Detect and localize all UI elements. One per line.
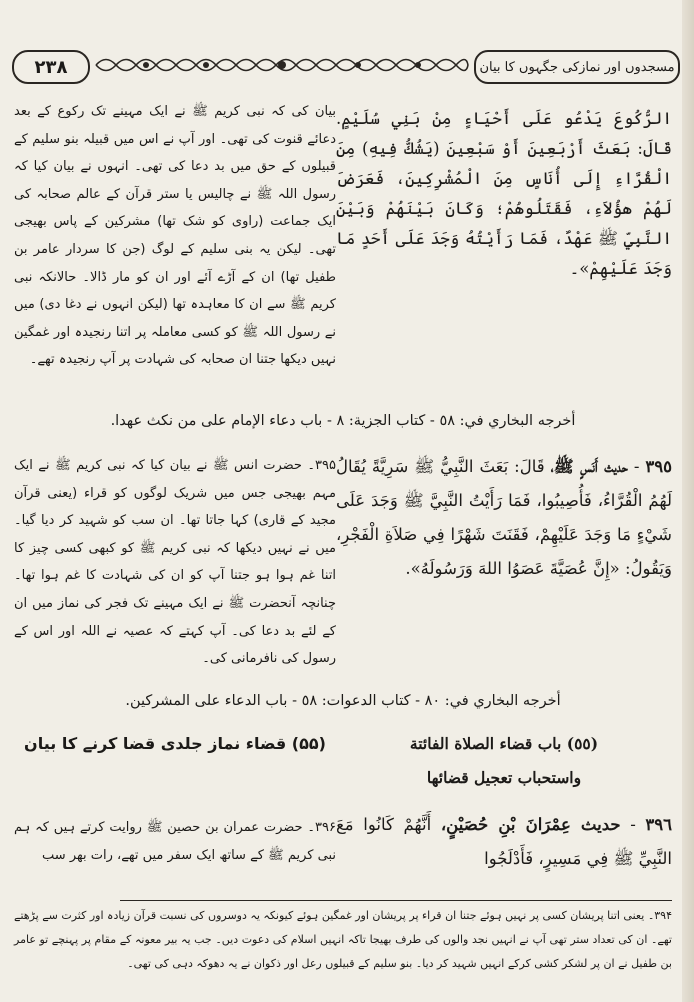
footnote-divider [120, 900, 672, 901]
footnote-number: ۳۹۴۔ [647, 909, 672, 922]
hadith-396-urdu [14, 814, 336, 869]
hadith-text-urdu: حضرت عمران بن حصین ﷺ روایت کرتے ہیں کہ ہم نبی کریم ﷺ کے ساتھ ایک سفر میں تھے، رات بھر سب [14, 820, 336, 863]
chapter-55-arabic-title: (٥٥) باب قضاء الصلاة الفائتة [409, 734, 599, 753]
hadith-394-urdu: بیان کی کہ نبی کریم ﷺ نے ایک مہینے تک رکوع کے بعد دعائے قنوت کی تھی۔ اور آپ نے اس میں قبیلہ بنو سلیم کے قبیلوں کے حق میں بد دعا کی تھی۔ انہوں نے بیان کیا کہ رسول اللہ ﷺ نے چالیس یا ستر قرآن کے عالم صحابہ کی ایک جماعت (راوی کو شک تھا) مشرکین کے پاس بھیجی تھی۔ لیکن یہ بنی سلیم کے لوگ (جن کا سردار عامر بن طفیل تھا) ان کے آڑے آئے اور ان کو مار ڈالا۔ حالانکہ نبی کریم ﷺ سے ان کا معاہدہ تھا (لیکن انہوں نے دغا دی) میں نے رسول اللہ ﷺ کو کسی معاملہ پر اتنا رنجیدہ اور غمگین نہیں دیکھا جتنا ان صحابہ کی شہادت پر آپ رنجیدہ تھے۔ [14, 104, 336, 368]
chapter-55-arabic-subtitle: واستحباب تعجيل قضائها [426, 768, 582, 787]
hadith-lead: حديث أَنَسٍ ﷺ، [550, 457, 628, 476]
hadith-394-arabic: الرُّكُوعَ يَدْعُو عَلَى أَحْيَاءٍ مِنْ بَنِي سُلَيْمٍ. قَالَ: بَعَثَ أَرْبَعِينَ أَوْ سَبْعِينَ (يَشُكُّ فِيهِ) مِنَ الْقُرَّاءِ إِلَى أُنَاسٍ مِنَ الْمُشْرِكِينَ، فَعَرَضَ لَهُمْ هؤُلاَءِ، فَقَتَلُوهُمْ؛ وَكَانَ بَيْنَهُمْ وَبَيْنَ النَّبِيِّ ﷺ عَهْدٌ، فَمَا رَأَيْتُهُ وَجَدَ عَلَى أَحَدٍ مَا وَجَدَ عَلَيْهِمْ»۔ [336, 109, 672, 278]
ornament-border [94, 52, 470, 78]
reference-394: أخرجه البخاري في: ٥٨ - كتاب الجزية: ٨ - باب دعاء الإمام على من نكث عهدا. [110, 413, 576, 429]
chapter-55-urdu-title: (۵۵) قضاء نماز جلدی قضا کرنے کا بیان [24, 734, 326, 753]
hadith-number-urdu: ۳۹۶۔ [307, 820, 336, 835]
hadith-text: أَنَّهُمْ كَانُوا مَعَ النَّبِيِّ ﷺ فِي مَسِيرٍ، فَأَدْلَجُوا [336, 815, 672, 868]
page-edge-shadow [682, 0, 694, 1002]
hadith-396-arabic: ٣٩٦ - حديث عِمْرَانَ بْنِ حُصَيْنٍ، أَنَّهُمْ كَانُوا مَعَ النَّبِيِّ ﷺ فِي مَسِيرٍ، فَأَدْلَجُوا [336, 815, 672, 868]
footnote [14, 904, 672, 976]
chapter-title: مسجدوں اور نمازکی جگہوں کا بیان [474, 50, 680, 84]
hadith-number: ٣٩٥ [645, 457, 673, 476]
hadith-number: ٣٩٦ [645, 815, 672, 834]
page-header [8, 46, 680, 84]
hadith-395-urdu [14, 452, 336, 673]
footnote-text: یعنی اتنا پریشان کسی پر نہیں ہوئے جتنا ان قراء پر پریشان اور غمگین ہوئے کیونکہ یہ دوسروں کی نسبت قرآن زیادہ اور کثرت سے پڑھتے تھے۔ ان کی تعداد ستر تھی آپ نے انہیں نجد والوں کی طرف بھیجا تاکہ انہیں اسلام کی دعوت دیں۔ جب یہ بیر معونہ کے مقام پر پہنچے تو عامر بن طفیل نے ان پر لشکر کشی کرکے انہیں شہید کر دیا۔ بنو سلیم کے قبیلوں رعل اور ذکوان نے یہ دھوکہ دہی کی تھی۔ [14, 909, 672, 970]
hadith-text-urdu: حضرت انس ﷺ نے بیان کیا کہ نبی کریم ﷺ نے ایک مہم بھیجی جس میں شریک لوگوں کو قراء (یعنی قرآن مجید کے قاری) کہا جاتا تھا۔ ان سب کو شہید کر دیا گیا۔ میں نے نہیں دیکھا کہ نبی کریم ﷺ کو کبھی کسی چیز کا اتنا غم ہوا ہو جتنا آپ کو ان کی شہادت کا غم ہوا تھا۔ چنانچہ آنحضرت ﷺ نے ایک مہینے تک فجر کی نماز میں ان کے لئے بد دعا کی۔ آپ کہتے کہ عصیہ نے اللہ اور اس کے رسول کی نافرمانی کی۔ [14, 458, 336, 667]
page-number: ۲۳۸ [12, 50, 90, 84]
hadith-lead: حديث عِمْرَانَ بْنِ حُصَيْنٍ، [440, 815, 621, 834]
hadith-number-urdu: ۳۹۵۔ [307, 458, 336, 473]
reference-395: أخرجه البخاري في: ٨٠ - كتاب الدعوات: ٥٨ - باب الدعاء على المشركين. [125, 693, 561, 709]
hadith-395-arabic: ٣٩٥ - حديث أَنَسٍ ﷺ، قَالَ: بَعَثَ النَّبِيُّ ﷺ سَرِيَّةً يُقَالُ لَهُمُ الْقُرَّاءُ، فَأُصِيبُوا، فَمَا رَأَيْتُ النَّبِيَّ ﷺ وَجَدَ عَلَى شَيْءٍ مَا وَجَدَ عَلَيْهِمْ، فَقَنَتَ شَهْرًا فِي صَلاَةِ الْفَجْرِ، وَيَقُولُ: «إِنَّ عُصَيَّةَ عَصَوُا اللهَ وَرَسُولَهُ». [336, 457, 673, 578]
hadith-text: قَالَ: بَعَثَ النَّبِيُّ ﷺ سَرِيَّةً يُقَالُ لَهُمُ الْقُرَّاءُ، فَأُصِيبُوا، فَمَا رَأَيْتُ النَّبِيَّ ﷺ وَجَدَ عَلَى شَيْءٍ مَا وَجَدَ عَلَيْهِمْ، فَقَنَتَ شَهْرًا فِي صَلاَةِ الْفَجْرِ، وَيَقُولُ: «إِنَّ عُصَيَّةَ عَصَوُا اللهَ وَرَسُولَهُ». [336, 457, 672, 578]
